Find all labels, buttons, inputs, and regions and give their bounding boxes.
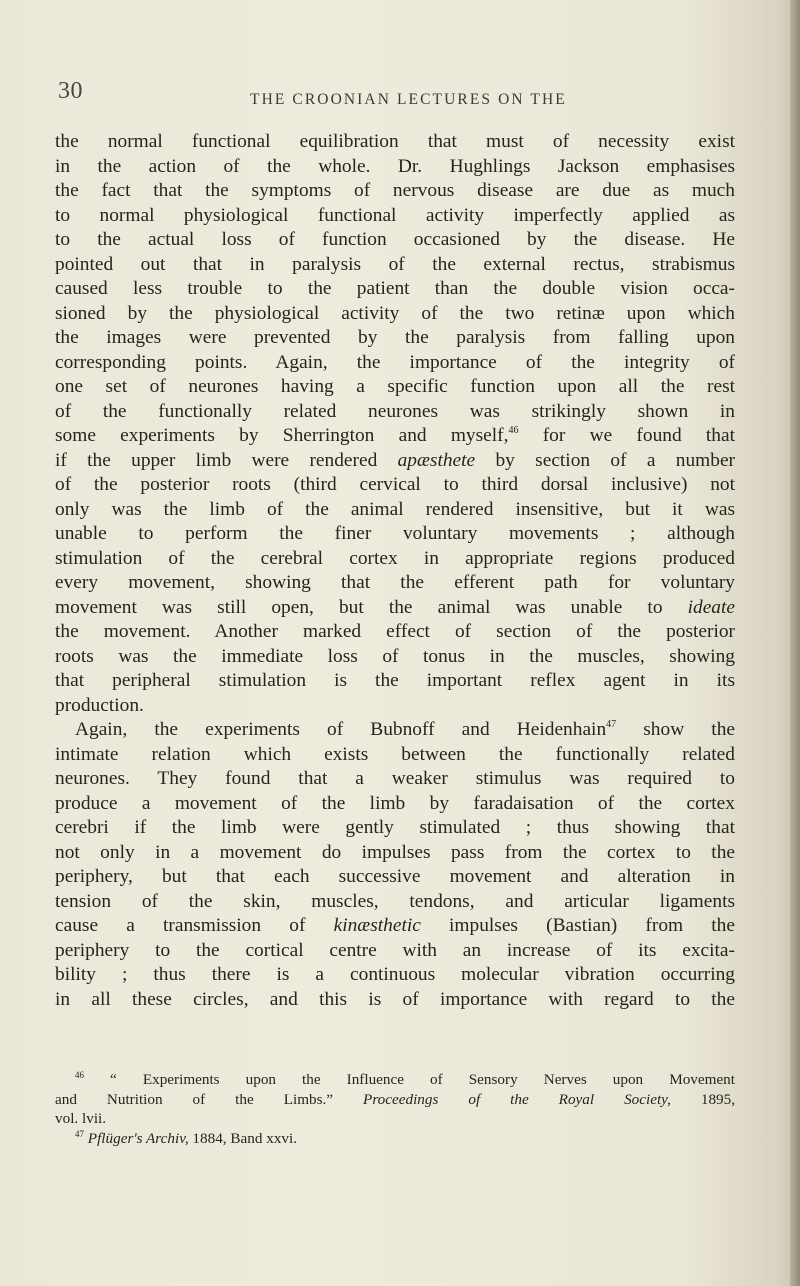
text-line: periphery to the cortical centre with an increase of its excita-: [55, 939, 735, 961]
page-edge-shadow: [790, 0, 800, 1286]
text-line-with-italic: [55, 596, 735, 621]
text-line: the fact that the symptoms of nervous disease are due as much: [55, 180, 735, 201]
text-line: the images were prevented by the paralysis from falling upon: [55, 327, 735, 348]
footnotes: [55, 1070, 735, 1148]
italic-term: apæsthete: [397, 449, 476, 471]
text-line: cerebri if the limb were gently stimulated ; thus showing that: [55, 817, 735, 838]
italic-term: ideate: [687, 596, 735, 618]
text-line-with-ref: [55, 424, 735, 449]
text-line: intimate relation which exists between the functionally related: [55, 743, 735, 765]
text-line: unable to perform the finer voluntary movements ; although: [55, 523, 735, 544]
line-text: Again, the experiments of Bubnoff and Heidenhain: [75, 719, 607, 740]
line-text: by section of a number: [475, 449, 736, 471]
line-text: if the upper limb were rendered: [55, 449, 378, 471]
line-text: impulses (Bastian) from the: [420, 915, 735, 936]
text-line: tension of the skin, muscles, tendons, and articular ligaments: [55, 890, 735, 912]
text-line: bility ; thus there is a continuous molecular vibration occurring: [55, 964, 735, 985]
text-line: stimulation of the cerebral cortex in appropriate regions produced: [55, 547, 735, 569]
text-line: neurones. They found that a weaker stimulus was required to: [55, 768, 735, 789]
text-line: every movement, showing that the efferent path for voluntary: [55, 572, 735, 593]
body-text: [55, 130, 735, 1012]
line-text: for we found that: [518, 425, 735, 446]
line-text: some experiments by Sherrington and myself,: [55, 425, 509, 446]
footnote-text: 1895,: [670, 1090, 736, 1108]
footnote-mark: 47: [75, 1128, 84, 1139]
text-line: corresponding points. Again, the importance of the integrity of: [55, 351, 735, 373]
text-line: produce a movement of the limb by faradaisation of the cortex: [55, 792, 735, 814]
footnote-italic: Pflüger's Archiv,: [87, 1129, 189, 1147]
footnote-46-line: [55, 1090, 735, 1110]
text-line: not only in a movement do impulses pass from the cortex to the: [55, 841, 735, 863]
text-line: one set of neurones having a specific function upon all the rest: [55, 376, 735, 397]
text-line: only was the limb of the animal rendered insensitive, but it was: [55, 498, 735, 520]
text-line-with-ref: [55, 718, 735, 743]
text-line: pointed out that in paralysis of the external rectus, strabismus: [55, 253, 735, 275]
text-line: periphery, but that each successive movement and alteration in: [55, 866, 735, 887]
line-text: cause a transmission of: [55, 915, 306, 936]
text-line: in all these circles, and this is of importance with regard to the: [55, 988, 735, 1010]
footnote-46-line: vol. lvii.: [55, 1110, 107, 1127]
text-line: roots was the immediate loss of tonus in the muscles, showing: [55, 645, 735, 667]
line-text: show the: [616, 719, 736, 740]
italic-term: kinæsthetic: [333, 915, 421, 936]
footnote-ref-47[interactable]: 47: [606, 719, 617, 730]
text-line: of the functionally related neurones was strikingly shown in: [55, 400, 735, 422]
text-line: the normal functional equilibration that must of necessity exist: [55, 131, 735, 152]
footnote-italic: Proceedings of the Royal Society,: [363, 1090, 671, 1108]
text-line: sioned by the physiological activity of the two retinæ upon which: [55, 302, 735, 324]
footnote-text: and Nutrition of the Limbs.”: [55, 1090, 334, 1108]
text-line-with-italic: [55, 914, 735, 939]
footnote-text: “ Experiments upon the Influence of Sensory Nerves upon Movement: [84, 1071, 735, 1088]
text-line: in the action of the whole. Dr. Hughlings Jackson emphasises: [55, 155, 735, 177]
footnote-text: 1884, Band xxvi.: [188, 1129, 298, 1147]
text-line: to normal physiological functional activity imperfectly applied as: [55, 204, 735, 226]
text-line: the movement. Another marked effect of section of the posterior: [55, 621, 735, 642]
text-line: that peripheral stimulation is the important reflex agent in its: [55, 670, 735, 691]
text-line: to the actual loss of function occasioned by the disease. He: [55, 229, 735, 250]
page-number: 30: [58, 78, 83, 104]
running-head: THE CROONIAN LECTURES ON THE: [250, 91, 567, 108]
text-line: of the posterior roots (third cervical to third dorsal inclusive) not: [55, 474, 735, 495]
text-line: caused less trouble to the patient than the double vision occa-: [55, 278, 735, 299]
footnote-ref-46[interactable]: 46: [508, 425, 519, 436]
footnote-46-line: [55, 1070, 735, 1090]
text-line: production.: [55, 694, 144, 716]
text-line-with-italic: [55, 449, 735, 474]
line-text: movement was still open, but the animal was unable to: [55, 596, 663, 618]
footnote-mark: 46: [75, 1070, 84, 1080]
footnote-47-line: [55, 1129, 735, 1149]
